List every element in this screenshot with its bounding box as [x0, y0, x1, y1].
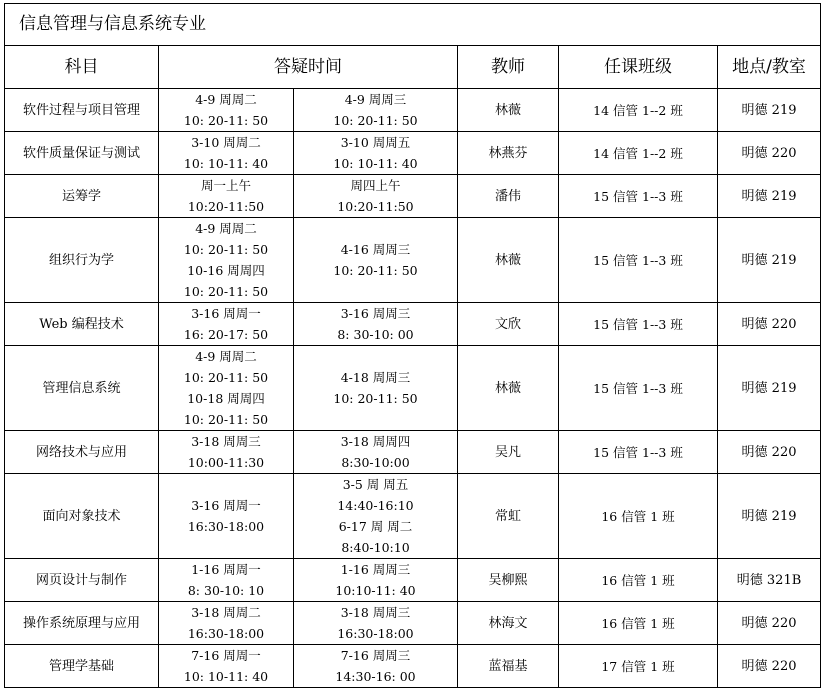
class-cell: 16 信管 1 班 — [559, 559, 718, 602]
qa-time-cell-1-line: 10: 20-11: 50 — [183, 113, 269, 128]
teacher-cell: 蓝福基 — [458, 645, 559, 688]
teacher-cell: 林薇 — [458, 89, 559, 132]
qa-time-cell-1-line: 10: 20-11: 50 — [183, 412, 269, 427]
qa-time-cell-2-line: 4-18 周周三 — [340, 370, 411, 385]
qa-time-cell-1-line: 3-16 周周一 — [191, 306, 261, 321]
table-row — [5, 132, 821, 175]
qa-time-cell-2-line: 3-16 周周三 — [340, 306, 411, 321]
qa-time-cell-1 — [159, 474, 294, 559]
subject-cell: 运筹学 — [5, 175, 159, 218]
subject-cell: 软件过程与项目管理 — [5, 89, 159, 132]
qa-time-cell-1-line: 10:00-11:30 — [187, 455, 265, 470]
qa-time-cell-1-line: 10: 20-11: 50 — [183, 284, 269, 299]
class-cell: 15 信管 1--3 班 — [559, 175, 718, 218]
table-row — [5, 303, 821, 346]
qa-time-cell-1 — [159, 175, 294, 218]
qa-time-cell-2-line: 1-16 周周三 — [340, 562, 411, 577]
subject-cell: 管理学基础 — [5, 645, 159, 688]
qa-time-cell-1-line: 4-9 周周二 — [195, 221, 257, 236]
class-cell: 14 信管 1--2 班 — [559, 89, 718, 132]
qa-time-cell-2-line: 3-18 周周三 — [340, 605, 411, 620]
qa-time-cell-2 — [294, 346, 458, 431]
qa-time-cell-1-line: 3-18 周周二 — [191, 605, 261, 620]
qa-time-cell-1 — [159, 602, 294, 645]
teacher-cell: 常虹 — [458, 474, 559, 559]
qa-time-cell-2-line: 14:30-16: 00 — [335, 669, 416, 684]
qa-time-cell-2-line: 3-5 周 周五 — [342, 477, 409, 492]
qa-time-cell-2-line: 7-16 周周三 — [340, 648, 411, 663]
qa-time-cell-2-line: 3-10 周周五 — [340, 135, 411, 150]
table-row — [5, 175, 821, 218]
qa-time-cell-2 — [294, 218, 458, 303]
qa-time-cell-2-line: 10:10-11: 40 — [335, 583, 416, 598]
qa-time-cell-2 — [294, 132, 458, 175]
qa-time-cell-1-line: 3-18 周周三 — [191, 434, 261, 449]
qa-time-cell-1-line: 4-9 周周二 — [195, 349, 257, 364]
class-cell: 14 信管 1--2 班 — [559, 132, 718, 175]
qa-time-cell-2 — [294, 559, 458, 602]
qa-time-cell-2 — [294, 474, 458, 559]
subject-cell: 网页设计与制作 — [5, 559, 159, 602]
schedule-sheet — [4, 3, 820, 688]
qa-time-cell-1-line: 10: 10-11: 40 — [183, 156, 269, 171]
qa-time-cell-2-line: 4-9 周周三 — [344, 92, 407, 107]
qa-time-cell-1-line: 7-16 周周一 — [191, 648, 261, 663]
qa-time-cell-1-line: 8: 30-10: 10 — [187, 583, 265, 598]
qa-time-cell-1-line: 10: 20-11: 50 — [183, 370, 269, 385]
subject-cell: 软件质量保证与测试 — [5, 132, 159, 175]
table-row — [5, 645, 821, 688]
location-cell: 明德 219 — [718, 175, 821, 218]
class-cell: 15 信管 1--3 班 — [559, 303, 718, 346]
qa-time-cell-2-line: 10: 20-11: 50 — [333, 113, 418, 128]
qa-time-cell-1-line: 3-10 周周二 — [191, 135, 261, 150]
class-cell: 16 信管 1 班 — [559, 474, 718, 559]
qa-time-cell-2-line: 10:20-11:50 — [337, 199, 414, 214]
qa-time-cell-2-line: 14:40-16:10 — [337, 498, 414, 513]
teacher-cell: 林薇 — [458, 346, 559, 431]
qa-time-cell-2-line: 周四上午 — [350, 178, 401, 193]
header-subject: 科目 — [5, 46, 159, 89]
teacher-cell: 吴柳熙 — [458, 559, 559, 602]
class-cell: 15 信管 1--3 班 — [559, 218, 718, 303]
location-cell: 明德 219 — [718, 218, 821, 303]
qa-time-cell-1-line: 16: 20-17: 50 — [183, 327, 269, 342]
qa-time-cell-1-line: 10: 10-11: 40 — [183, 669, 269, 684]
qa-time-cell-1-line: 10-18 周周四 — [187, 391, 265, 406]
qa-time-cell-2 — [294, 175, 458, 218]
table-row — [5, 559, 821, 602]
location-cell: 明德 220 — [718, 132, 821, 175]
header-class: 任课班级 — [559, 46, 718, 89]
teacher-cell: 潘伟 — [458, 175, 559, 218]
title-row — [5, 4, 821, 46]
qa-time-cell-2 — [294, 602, 458, 645]
qa-time-cell-1 — [159, 303, 294, 346]
qa-time-cell-2-line: 8:30-10:00 — [341, 455, 410, 470]
qa-time-cell-2-line: 16:30-18:00 — [337, 626, 414, 641]
table-row — [5, 89, 821, 132]
qa-time-cell-2 — [294, 89, 458, 132]
location-cell: 明德 220 — [718, 645, 821, 688]
qa-time-cell-1-line: 1-16 周周一 — [191, 562, 261, 577]
location-cell: 明德 219 — [718, 346, 821, 431]
subject-cell: 管理信息系统 — [5, 346, 159, 431]
qa-time-cell-2-line: 10: 10-11: 40 — [333, 156, 418, 171]
subject-cell: 操作系统原理与应用 — [5, 602, 159, 645]
header-teacher: 教师 — [458, 46, 559, 89]
class-cell: 17 信管 1 班 — [559, 645, 718, 688]
location-cell: 明德 220 — [718, 303, 821, 346]
qa-time-cell-1 — [159, 645, 294, 688]
table-row — [5, 346, 821, 431]
subject-cell: Web 编程技术 — [5, 303, 159, 346]
class-cell: 15 信管 1--3 班 — [559, 346, 718, 431]
qa-time-cell-1 — [159, 346, 294, 431]
table-row — [5, 218, 821, 303]
qa-time-cell-1-line: 3-16 周周一 — [191, 498, 261, 513]
location-cell: 明德 219 — [718, 474, 821, 559]
subject-cell: 面向对象技术 — [5, 474, 159, 559]
qa-time-cell-1-line: 周一上午 — [200, 178, 251, 193]
header-qa-time: 答疑时间 — [159, 46, 458, 89]
qa-time-cell-1-line: 10: 20-11: 50 — [183, 242, 269, 257]
table-row — [5, 474, 821, 559]
table-row — [5, 431, 821, 474]
table-title: 信息管理与信息系统专业 — [5, 4, 821, 46]
location-cell: 明德 220 — [718, 431, 821, 474]
qa-time-cell-2-line: 10: 20-11: 50 — [333, 263, 418, 278]
qa-time-cell-1-line: 16:30-18:00 — [187, 626, 265, 641]
qa-time-cell-2 — [294, 645, 458, 688]
schedule-table — [4, 3, 821, 688]
qa-time-cell-2-line: 4-16 周周三 — [340, 242, 411, 257]
qa-time-cell-2 — [294, 431, 458, 474]
teacher-cell: 林海文 — [458, 602, 559, 645]
subject-cell: 网络技术与应用 — [5, 431, 159, 474]
teacher-cell: 吴凡 — [458, 431, 559, 474]
teacher-cell: 林燕芬 — [458, 132, 559, 175]
qa-time-cell-2-line: 8: 30-10: 00 — [337, 327, 414, 342]
qa-time-cell-2-line: 3-18 周周四 — [340, 434, 411, 449]
qa-time-cell-1 — [159, 559, 294, 602]
qa-time-cell-1-line: 4-9 周周二 — [195, 92, 257, 107]
qa-time-cell-1-line: 10:20-11:50 — [187, 199, 265, 214]
qa-time-cell-2-line: 6-17 周 周二 — [338, 519, 413, 534]
qa-time-cell-2 — [294, 303, 458, 346]
qa-time-cell-1 — [159, 132, 294, 175]
teacher-cell: 林薇 — [458, 218, 559, 303]
location-cell: 明德 219 — [718, 89, 821, 132]
location-cell: 明德 220 — [718, 602, 821, 645]
qa-time-cell-2-line: 10: 20-11: 50 — [333, 391, 418, 406]
table-row — [5, 602, 821, 645]
qa-time-cell-1 — [159, 431, 294, 474]
qa-time-cell-1-line: 10-16 周周四 — [187, 263, 265, 278]
qa-time-cell-1 — [159, 89, 294, 132]
qa-time-cell-1 — [159, 218, 294, 303]
teacher-cell: 文欣 — [458, 303, 559, 346]
class-cell: 15 信管 1--3 班 — [559, 431, 718, 474]
header-row — [5, 46, 821, 89]
qa-time-cell-2-line: 8:40-10:10 — [341, 540, 410, 555]
location-cell: 明德 321B — [718, 559, 821, 602]
header-location: 地点/教室 — [718, 46, 821, 89]
class-cell: 16 信管 1 班 — [559, 602, 718, 645]
subject-cell: 组织行为学 — [5, 218, 159, 303]
qa-time-cell-1-line: 16:30-18:00 — [187, 519, 265, 534]
